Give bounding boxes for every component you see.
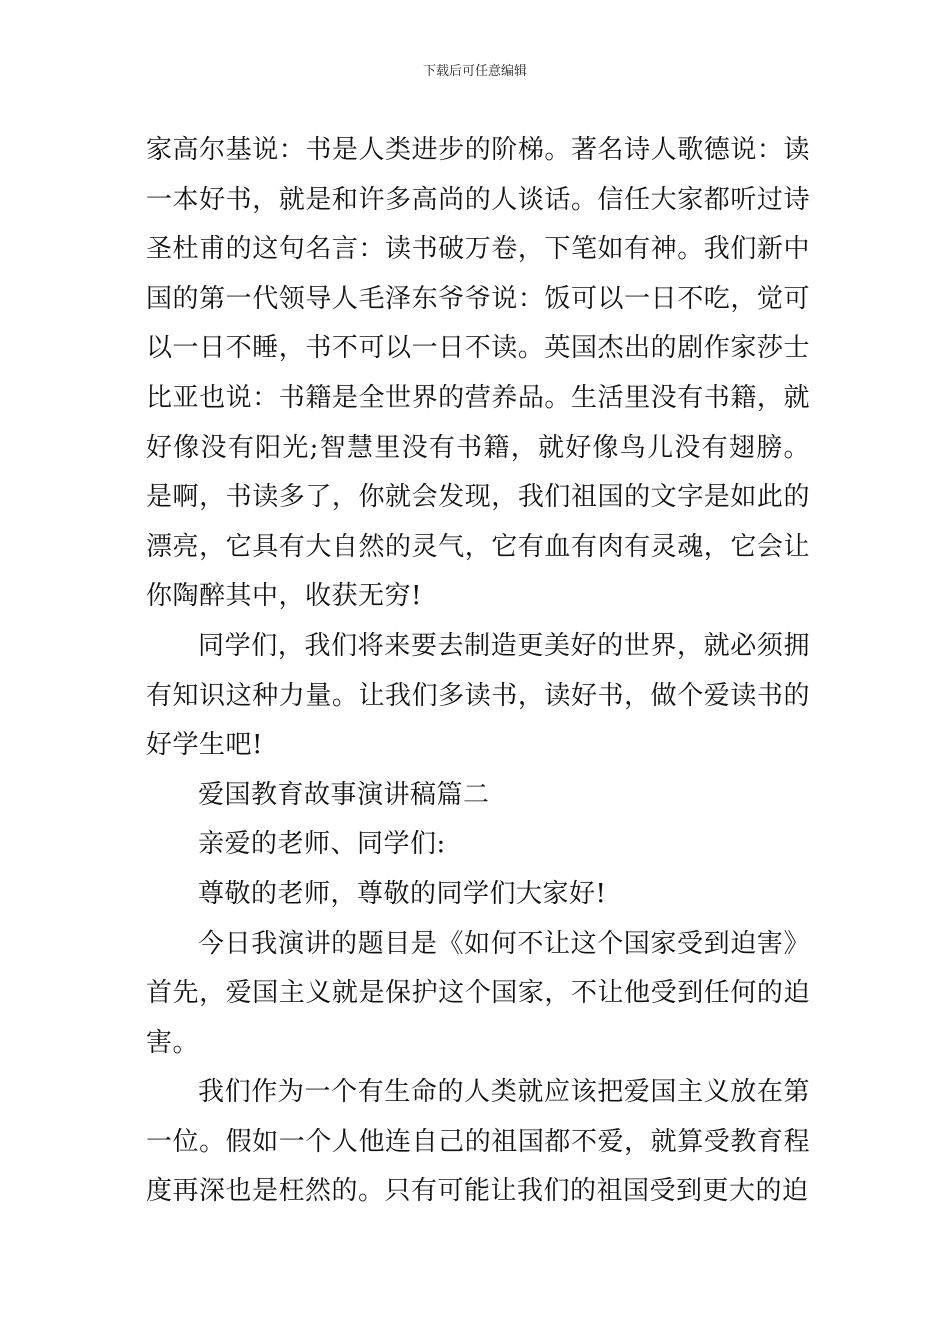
document-body — [146, 126, 810, 1217]
greeting: 尊敬的老师，尊敬的同学们大家好! — [198, 878, 607, 909]
paragraph-patriotism: 我们作为一个有生命的人类就应该把爱国主义放在第一位。假如一个人他连自己的祖国都不爱，就算受教育程度再深也是枉然的。只有可能让我们的祖国受到更大的迫 — [146, 1077, 810, 1207]
paragraph-call-to-read: 同学们，我们将来要去制造更美好的世界，就必须拥有知识这种力量。让我们多读书，读好书，做个爱读书的好学生吧! — [146, 630, 810, 761]
section-title: 爱国教育故事演讲稿篇二 — [198, 779, 490, 810]
paragraph-continued-quotes: 家高尔基说：书是人类进步的阶梯。著名诗人歌德说：读一本好书，就是和许多高尚的人谈话。信任大家都听过诗圣杜甫的这句名言：读书破万卷，下笔如有神。我们新中国的第一代领导人毛泽东爷爷说：饭可以一日不吃，觉可以一日不睡，书不可以一日不读。英国杰出的剧作家莎士比亚也说：书籍是全世界的营养品。生活里没有书籍，就好像没有阳光;智慧里没有书籍，就好像鸟儿没有翅膀。是啊，书读多了，你就会发现，我们祖国的文字是如此的漂亮，它具有大自然的灵气，它有血有肉有灵魂，它会让你陶醉其中，收获无穷! — [146, 135, 810, 612]
paragraph-topic: 今日我演讲的题目是《如何不让这个国家受到迫害》首先，爱国主义就是保护这个国家，不让他受到任何的迫害。 — [146, 928, 810, 1058]
salutation: 亲爱的老师、同学们: — [198, 829, 446, 860]
page-header-note: 下载后可任意编辑 — [422, 64, 527, 79]
